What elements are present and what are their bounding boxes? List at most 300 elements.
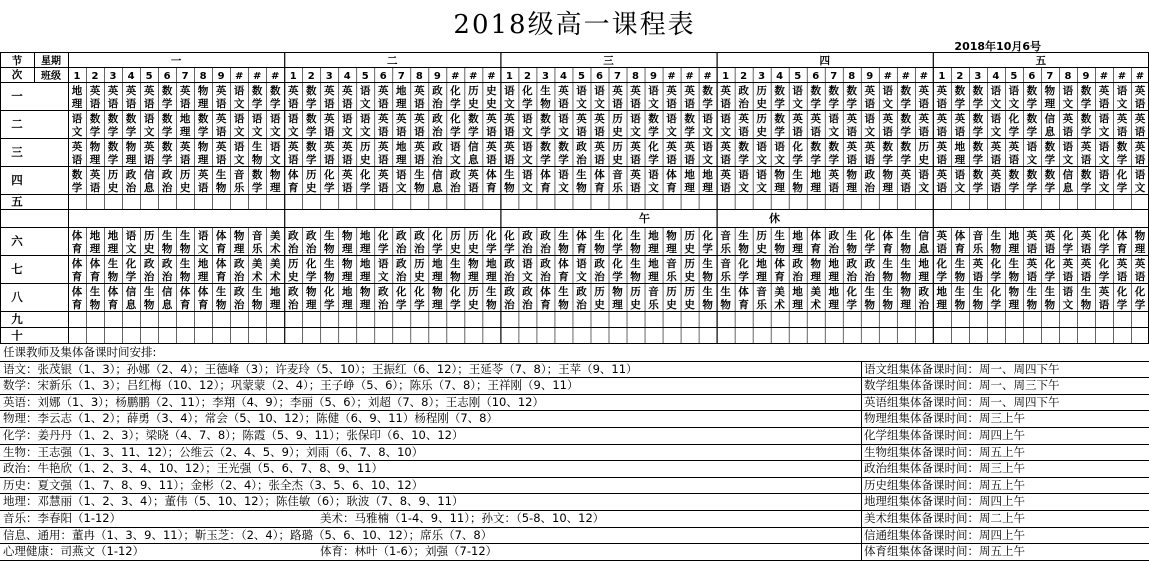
- schedule-cell: 英: [1062, 258, 1074, 270]
- schedule-cell: 英: [864, 141, 875, 153]
- teacher-row-chinese: 语文：张茂银（1、3）；孙娜（2、4）；王德峰（3）；许麦玲（5、10）；王振红（6、12）；王延苓（7、8）；王苹（9、11）: [3, 361, 638, 376]
- schedule-cell: 物: [414, 182, 425, 194]
- class-number: #: [270, 71, 280, 82]
- schedule-cell: 政: [233, 258, 245, 270]
- class-number: 6: [1028, 71, 1036, 82]
- schedule-cell: 物: [89, 141, 101, 153]
- schedule-cell: 乐: [756, 299, 767, 311]
- schedule-cell: 化: [990, 286, 1002, 298]
- schedule-cell: 英: [954, 113, 966, 125]
- schedule-cell: 英: [936, 85, 948, 97]
- schedule-cell: 治: [846, 271, 857, 283]
- period-label: 四: [11, 173, 23, 187]
- schedule-cell: 英: [882, 113, 894, 125]
- class-number: 3: [325, 71, 333, 82]
- period-header-label: 节: [11, 55, 23, 67]
- schedule-cell: 化: [323, 169, 335, 181]
- schedule-cell: 语: [179, 154, 191, 166]
- schedule-cell: 学: [540, 126, 551, 138]
- class-number: 6: [163, 71, 171, 82]
- schedule-cell: 语: [287, 113, 299, 125]
- schedule-cell: 音: [720, 258, 731, 270]
- teacher-row-history: 历史：夏文强（1、7、8、9、11）；金彬（2、4）；张全杰（3、5、6、10、12）: [3, 477, 424, 492]
- schedule-cell: 学: [468, 126, 479, 138]
- schedule-cell: 史: [630, 299, 641, 311]
- schedule-cell: 英: [630, 141, 641, 153]
- schedule-cell: 物: [1026, 299, 1038, 311]
- schedule-cell: 英: [918, 113, 930, 125]
- schedule-cell: 语: [972, 271, 984, 283]
- schedule-cell: 语: [576, 126, 587, 138]
- schedule-cell: 体: [215, 230, 227, 242]
- schedule-cell: 生: [576, 169, 587, 181]
- schedule-cell: 化: [305, 258, 317, 270]
- schedule-cell: 史: [918, 154, 930, 166]
- schedule-cell: 历: [143, 230, 155, 242]
- day-header-2: 二: [387, 55, 398, 67]
- schedule-cell: 理: [1008, 243, 1020, 255]
- schedule-cell: 文: [378, 271, 389, 283]
- period-label: 六: [11, 234, 23, 248]
- schedule-cell: 学: [774, 98, 785, 110]
- schedule-cell: 息: [468, 154, 479, 166]
- teacher-row-math: 数学：宋新乐（1、3）；吕红梅（10、12）；巩蒙蒙（2、4）；王子峥（5、6）；陈乐（7、8）；王祥刚（9、11）: [3, 378, 579, 393]
- schedule-cell: 文: [774, 154, 785, 166]
- class-number: 4: [776, 71, 784, 82]
- schedule-cell: 育: [197, 299, 209, 311]
- schedule-cell: 学: [810, 154, 821, 166]
- schedule-cell: 生: [450, 258, 461, 270]
- class-number: 4: [559, 71, 567, 82]
- schedule-cell: 物: [882, 299, 894, 311]
- schedule-cell: 数: [810, 85, 821, 97]
- schedule-cell: 学: [125, 126, 137, 138]
- schedule-cell: 生: [1080, 286, 1092, 298]
- schedule-cell: 乐: [233, 182, 245, 194]
- schedule-cell: 政: [540, 230, 551, 242]
- schedule-cell: 语: [720, 154, 731, 166]
- schedule-cell: 语: [702, 141, 713, 153]
- class-number: 1: [938, 71, 946, 82]
- schedule-cell: 学: [378, 243, 389, 255]
- schedule-cell: 学: [161, 154, 173, 166]
- schedule-cell: 地: [954, 141, 966, 153]
- schedule-cell: 体: [954, 230, 966, 242]
- schedule-cell: 史: [612, 126, 623, 138]
- schedule-cell: 英: [684, 85, 695, 97]
- schedule-cell: 语: [720, 113, 731, 125]
- schedule-cell: 学: [107, 126, 119, 138]
- schedule-cell: 治: [450, 182, 461, 194]
- schedule-cell: 化: [486, 230, 497, 242]
- schedule-cell: 信: [1044, 113, 1056, 125]
- schedule-cell: 数: [738, 141, 749, 153]
- schedule-cell: 物: [1008, 286, 1020, 298]
- schedule-cell: 地: [936, 286, 948, 298]
- schedule-cell: 语: [323, 154, 335, 166]
- schedule-cell: 英: [936, 230, 948, 242]
- schedule-cell: 文: [143, 126, 155, 138]
- schedule-cell: 生: [630, 258, 641, 270]
- schedule-cell: 学: [396, 299, 407, 311]
- class-number: #: [252, 71, 262, 82]
- schedule-cell: 理: [432, 271, 443, 283]
- class-number: 5: [794, 71, 802, 82]
- schedule-cell: 育: [558, 271, 569, 283]
- schedule-cell: 理: [828, 299, 839, 311]
- schedule-cell: 物: [269, 169, 281, 181]
- schedule-cell: 历: [756, 113, 767, 125]
- schedule-cell: 数: [1026, 85, 1038, 97]
- schedule-cell: 语: [342, 113, 353, 125]
- schedule-cell: 学: [810, 98, 821, 110]
- schedule-cell: 政: [305, 230, 317, 242]
- schedule-cell: 语: [630, 98, 641, 110]
- schedule-cell: 语: [233, 141, 245, 153]
- schedule-cell: 化: [522, 85, 533, 97]
- teacher-heading: 任课教师及集体备课时间安排:: [3, 345, 157, 359]
- class-number: 9: [433, 71, 441, 82]
- schedule-cell: 信: [918, 230, 930, 242]
- schedule-cell: 数: [1044, 141, 1056, 153]
- schedule-cell: 乐: [666, 271, 677, 283]
- schedule-cell: 语: [1098, 169, 1110, 181]
- schedule-cell: 语: [143, 98, 155, 110]
- schedule-cell: 地: [486, 258, 497, 270]
- schedule-cell: 生: [251, 286, 263, 298]
- period-label: 三: [11, 145, 23, 159]
- schedule-cell: 学: [504, 243, 515, 255]
- schedule-cell: 英: [197, 169, 209, 181]
- schedule-cell: 生: [846, 230, 857, 242]
- schedule-cell: 语: [576, 85, 587, 97]
- schedule-cell: 美: [810, 286, 821, 298]
- schedule-cell: 史: [287, 271, 299, 283]
- schedule-cell: 历: [179, 169, 191, 181]
- schedule-cell: 治: [594, 271, 605, 283]
- schedule-cell: 语: [1026, 271, 1038, 283]
- schedule-cell: 理: [648, 271, 659, 283]
- class-number: 5: [361, 71, 369, 82]
- schedule-cell: 物: [864, 299, 875, 311]
- schedule-cell: 学: [161, 98, 173, 110]
- schedule-cell: 数: [828, 85, 839, 97]
- class-number: 3: [109, 71, 117, 82]
- schedule-cell: 数: [774, 113, 785, 125]
- class-number: #: [919, 71, 928, 82]
- schedule-cell: 地: [197, 258, 209, 270]
- schedule-cell: 文: [197, 243, 209, 255]
- schedule-cell: 语: [612, 98, 623, 110]
- schedule-cell: 化: [1062, 230, 1074, 242]
- schedule-cell: 英: [1116, 113, 1128, 125]
- schedule-cell: 语: [269, 113, 281, 125]
- schedule-cell: 文: [666, 126, 677, 138]
- class-number: #: [451, 71, 460, 82]
- group-time-chinese: 语文组集体备课时间：周一、周四下午: [861, 361, 1149, 378]
- class-number: #: [469, 71, 478, 82]
- schedule-cell: 育: [71, 243, 83, 255]
- schedule-cell: 治: [918, 299, 930, 311]
- schedule-cell: 体: [594, 169, 605, 181]
- class-number: 2: [91, 71, 99, 82]
- schedule-cell: 术: [774, 299, 785, 311]
- schedule-cell: 物: [558, 299, 569, 311]
- schedule-cell: 政: [432, 141, 443, 153]
- schedule-cell: 语: [936, 98, 948, 110]
- schedule-cell: 物: [792, 182, 803, 194]
- schedule-cell: 数: [1044, 169, 1056, 181]
- schedule-cell: 信: [161, 286, 173, 298]
- schedule-cell: 生: [215, 286, 227, 298]
- schedule-cell: 英: [990, 141, 1002, 153]
- schedule-cell: 英: [323, 85, 335, 97]
- schedule-cell: 数: [954, 85, 966, 97]
- schedule-cell: 数: [900, 141, 912, 153]
- schedule-cell: 地: [810, 169, 821, 181]
- schedule-cell: 理: [125, 154, 137, 166]
- schedule-cell: 历: [684, 286, 695, 298]
- schedule-cell: 政: [287, 286, 299, 298]
- schedule-cell: 语: [342, 98, 353, 110]
- schedule-cell: 生: [179, 230, 191, 242]
- schedule-cell: 音: [756, 286, 767, 298]
- schedule-cell: 英: [1134, 258, 1146, 270]
- schedule-cell: 文: [233, 126, 245, 138]
- period-label: 七: [11, 262, 23, 276]
- schedule-cell: 政: [828, 230, 839, 242]
- schedule-cell: 文: [1062, 98, 1074, 110]
- schedule-cell: 语: [702, 113, 713, 125]
- schedule-cell: 英: [612, 85, 623, 97]
- schedule-cell: 治: [864, 182, 875, 194]
- page-title: 2018级高一课程表: [453, 10, 696, 40]
- schedule-cell: 物: [360, 286, 371, 298]
- schedule-cell: 化: [990, 258, 1002, 270]
- schedule-cell: 英: [720, 141, 731, 153]
- schedule-cell: 学: [972, 182, 984, 194]
- schedule-cell: 历: [612, 141, 623, 153]
- class-number: 5: [577, 71, 585, 82]
- schedule-cell: 物: [323, 271, 335, 283]
- schedule-cell: 体: [540, 286, 551, 298]
- schedule-cell: 治: [864, 271, 875, 283]
- schedule-cell: 学: [1080, 182, 1092, 194]
- schedule-cell: 物: [468, 258, 479, 270]
- schedule-cell: 语: [197, 182, 209, 194]
- schedule-cell: 语: [954, 169, 966, 181]
- schedule-cell: 历: [468, 286, 479, 298]
- schedule-cell: 体: [774, 258, 785, 270]
- class-number: 5: [145, 71, 153, 82]
- schedule-cell: 政: [792, 258, 803, 270]
- schedule-cell: 体: [71, 286, 83, 298]
- schedule-cell: 英: [287, 141, 299, 153]
- schedule-cell: 文: [720, 126, 731, 138]
- schedule-cell: 英: [1008, 141, 1020, 153]
- schedule-cell: 学: [900, 154, 912, 166]
- schedule-cell: 语: [954, 126, 966, 138]
- teacher-section: [0, 344, 1149, 567]
- schedule-cell: 语: [414, 126, 425, 138]
- schedule-cell: 数: [828, 141, 839, 153]
- schedule-cell: 学: [612, 243, 623, 255]
- schedule-cell: 学: [161, 126, 173, 138]
- schedule-cell: 治: [540, 243, 551, 255]
- schedule-cell: 物: [89, 299, 101, 311]
- schedule-cell: 文: [756, 154, 767, 166]
- teacher-row-it: 信息、通用：董冉（1、3、9、11）；靳玉芝：（2、4）；路璐（5、6、10、12）；席乐（7、8）: [3, 527, 493, 542]
- schedule-cell: 史: [756, 126, 767, 138]
- schedule-cell: 治: [576, 299, 587, 311]
- day-header-1: 一: [170, 55, 182, 67]
- class-number: 5: [1010, 71, 1018, 82]
- schedule-cell: 英: [468, 169, 479, 181]
- schedule-cell: 生: [864, 286, 875, 298]
- schedule-cell: 语: [1062, 85, 1074, 97]
- schedule-cell: 历: [594, 286, 605, 298]
- schedule-cell: 文: [630, 126, 641, 138]
- schedule-cell: 理: [1008, 299, 1020, 311]
- schedule-cell: 英: [1044, 230, 1056, 242]
- class-number: 6: [379, 71, 387, 82]
- schedule-cell: 理: [342, 299, 353, 311]
- schedule-cell: 英: [378, 169, 389, 181]
- schedule-cell: 语: [936, 243, 948, 255]
- class-number: #: [703, 71, 712, 82]
- schedule-cell: 语: [594, 85, 605, 97]
- schedule-cell: 治: [143, 271, 155, 283]
- schedule-cell: 学: [882, 154, 894, 166]
- schedule-cell: 政: [287, 230, 299, 242]
- schedule-cell: 数: [89, 113, 101, 125]
- schedule-cell: 乐: [251, 243, 263, 255]
- schedule-cell: 物: [900, 286, 912, 298]
- schedule-cell: 数: [107, 141, 119, 153]
- schedule-cell: 生: [990, 230, 1002, 242]
- group-time-pe: 体育组集体备课时间：周五上午: [861, 543, 1149, 560]
- schedule-cell: 文: [1098, 154, 1110, 166]
- schedule-cell: 文: [954, 182, 966, 194]
- schedule-cell: 史: [612, 154, 623, 166]
- schedule-cell: 语: [864, 98, 875, 110]
- schedule-cell: 语: [396, 126, 407, 138]
- schedule-cell: 语: [378, 154, 389, 166]
- schedule-cell: 语: [125, 98, 137, 110]
- schedule-cell: 语: [684, 98, 695, 110]
- class-number: 4: [343, 71, 351, 82]
- class-number: 9: [650, 71, 658, 82]
- schedule-cell: 英: [558, 85, 569, 97]
- schedule-cell: 理: [179, 126, 191, 138]
- period-label: 五: [11, 194, 23, 209]
- schedule-cell: 物: [774, 169, 785, 181]
- schedule-cell: 文: [648, 98, 659, 110]
- schedule-cell: 语: [1026, 243, 1038, 255]
- schedule-cell: 生: [323, 258, 335, 270]
- schedule-cell: 生: [107, 258, 119, 270]
- schedule-cell: 语: [756, 169, 767, 181]
- schedule-cell: 英: [378, 141, 389, 153]
- schedule-cell: 英: [1116, 258, 1128, 270]
- schedule-cell: 地: [828, 286, 839, 298]
- schedule-cell: 政: [576, 141, 587, 153]
- class-number: 1: [73, 71, 81, 82]
- schedule-cell: 地: [1008, 230, 1020, 242]
- schedule-cell: 育: [810, 243, 821, 255]
- schedule-cell: 数: [269, 85, 281, 97]
- class-number: 7: [830, 71, 838, 82]
- schedule-cell: 学: [738, 271, 749, 283]
- schedule-cell: 学: [432, 243, 443, 255]
- schedule-cell: 政: [125, 169, 137, 181]
- schedule-cell: 信: [468, 141, 479, 153]
- schedule-cell: 语: [143, 113, 155, 125]
- schedule-cell: 英: [1134, 113, 1146, 125]
- schedule-cell: 英: [504, 113, 515, 125]
- schedule-cell: 生: [1044, 286, 1056, 298]
- schedule-cell: 体: [71, 230, 83, 242]
- schedule-cell: 语: [251, 113, 263, 125]
- schedule-cell: 术: [269, 243, 281, 255]
- schedule-cell: 语: [1098, 141, 1110, 153]
- schedule-cell: 英: [179, 141, 191, 153]
- schedule-cell: 历: [756, 230, 767, 242]
- schedule-cell: 治: [504, 271, 515, 283]
- schedule-cell: 理: [954, 154, 966, 166]
- schedule-cell: 地: [71, 85, 83, 97]
- schedule-cell: 英: [396, 113, 407, 125]
- schedule-cell: 理: [810, 271, 821, 283]
- schedule-cell: 史: [305, 182, 317, 194]
- schedule-cell: 信: [125, 286, 137, 298]
- schedule-cell: 英: [1134, 85, 1146, 97]
- date-label: 2018年10月6号: [954, 40, 1041, 53]
- teacher-row-music: 音乐：李春阳（1-12）: [3, 511, 122, 525]
- schedule-cell: 学: [486, 243, 497, 255]
- schedule-cell: 学: [1116, 154, 1128, 166]
- schedule-cell: 育: [215, 271, 227, 283]
- schedule-cell: 地: [792, 286, 803, 298]
- schedule-cell: 体: [486, 169, 497, 181]
- schedule-cell: 语: [846, 126, 857, 138]
- schedule-cell: 学: [648, 126, 659, 138]
- schedule-cell: 政: [161, 258, 173, 270]
- schedule-cell: 英: [414, 85, 425, 97]
- schedule-cell: 史: [143, 243, 155, 255]
- schedule-cell: 生: [972, 286, 984, 298]
- class-number: 7: [1046, 71, 1054, 82]
- schedule-cell: 地: [792, 230, 803, 242]
- schedule-cell: 语: [990, 85, 1002, 97]
- schedule-cell: 物: [576, 182, 587, 194]
- schedule-cell: 语: [233, 113, 245, 125]
- schedule-cell: 体: [540, 169, 551, 181]
- schedule-cell: 化: [936, 258, 948, 270]
- schedule-cell: 学: [846, 299, 857, 311]
- schedule-cell: 语: [1062, 271, 1074, 283]
- schedule-cell: 生: [882, 258, 894, 270]
- schedule-cell: 文: [287, 126, 299, 138]
- schedule-cell: 语: [1134, 98, 1146, 110]
- schedule-cell: 理: [648, 243, 659, 255]
- schedule-cell: 体: [215, 258, 227, 270]
- schedule-cell: 生: [89, 286, 101, 298]
- schedule-cell: 音: [233, 169, 245, 181]
- schedule-cell: 治: [161, 271, 173, 283]
- schedule-cell: 历: [666, 286, 677, 298]
- schedule-cell: 政: [161, 169, 173, 181]
